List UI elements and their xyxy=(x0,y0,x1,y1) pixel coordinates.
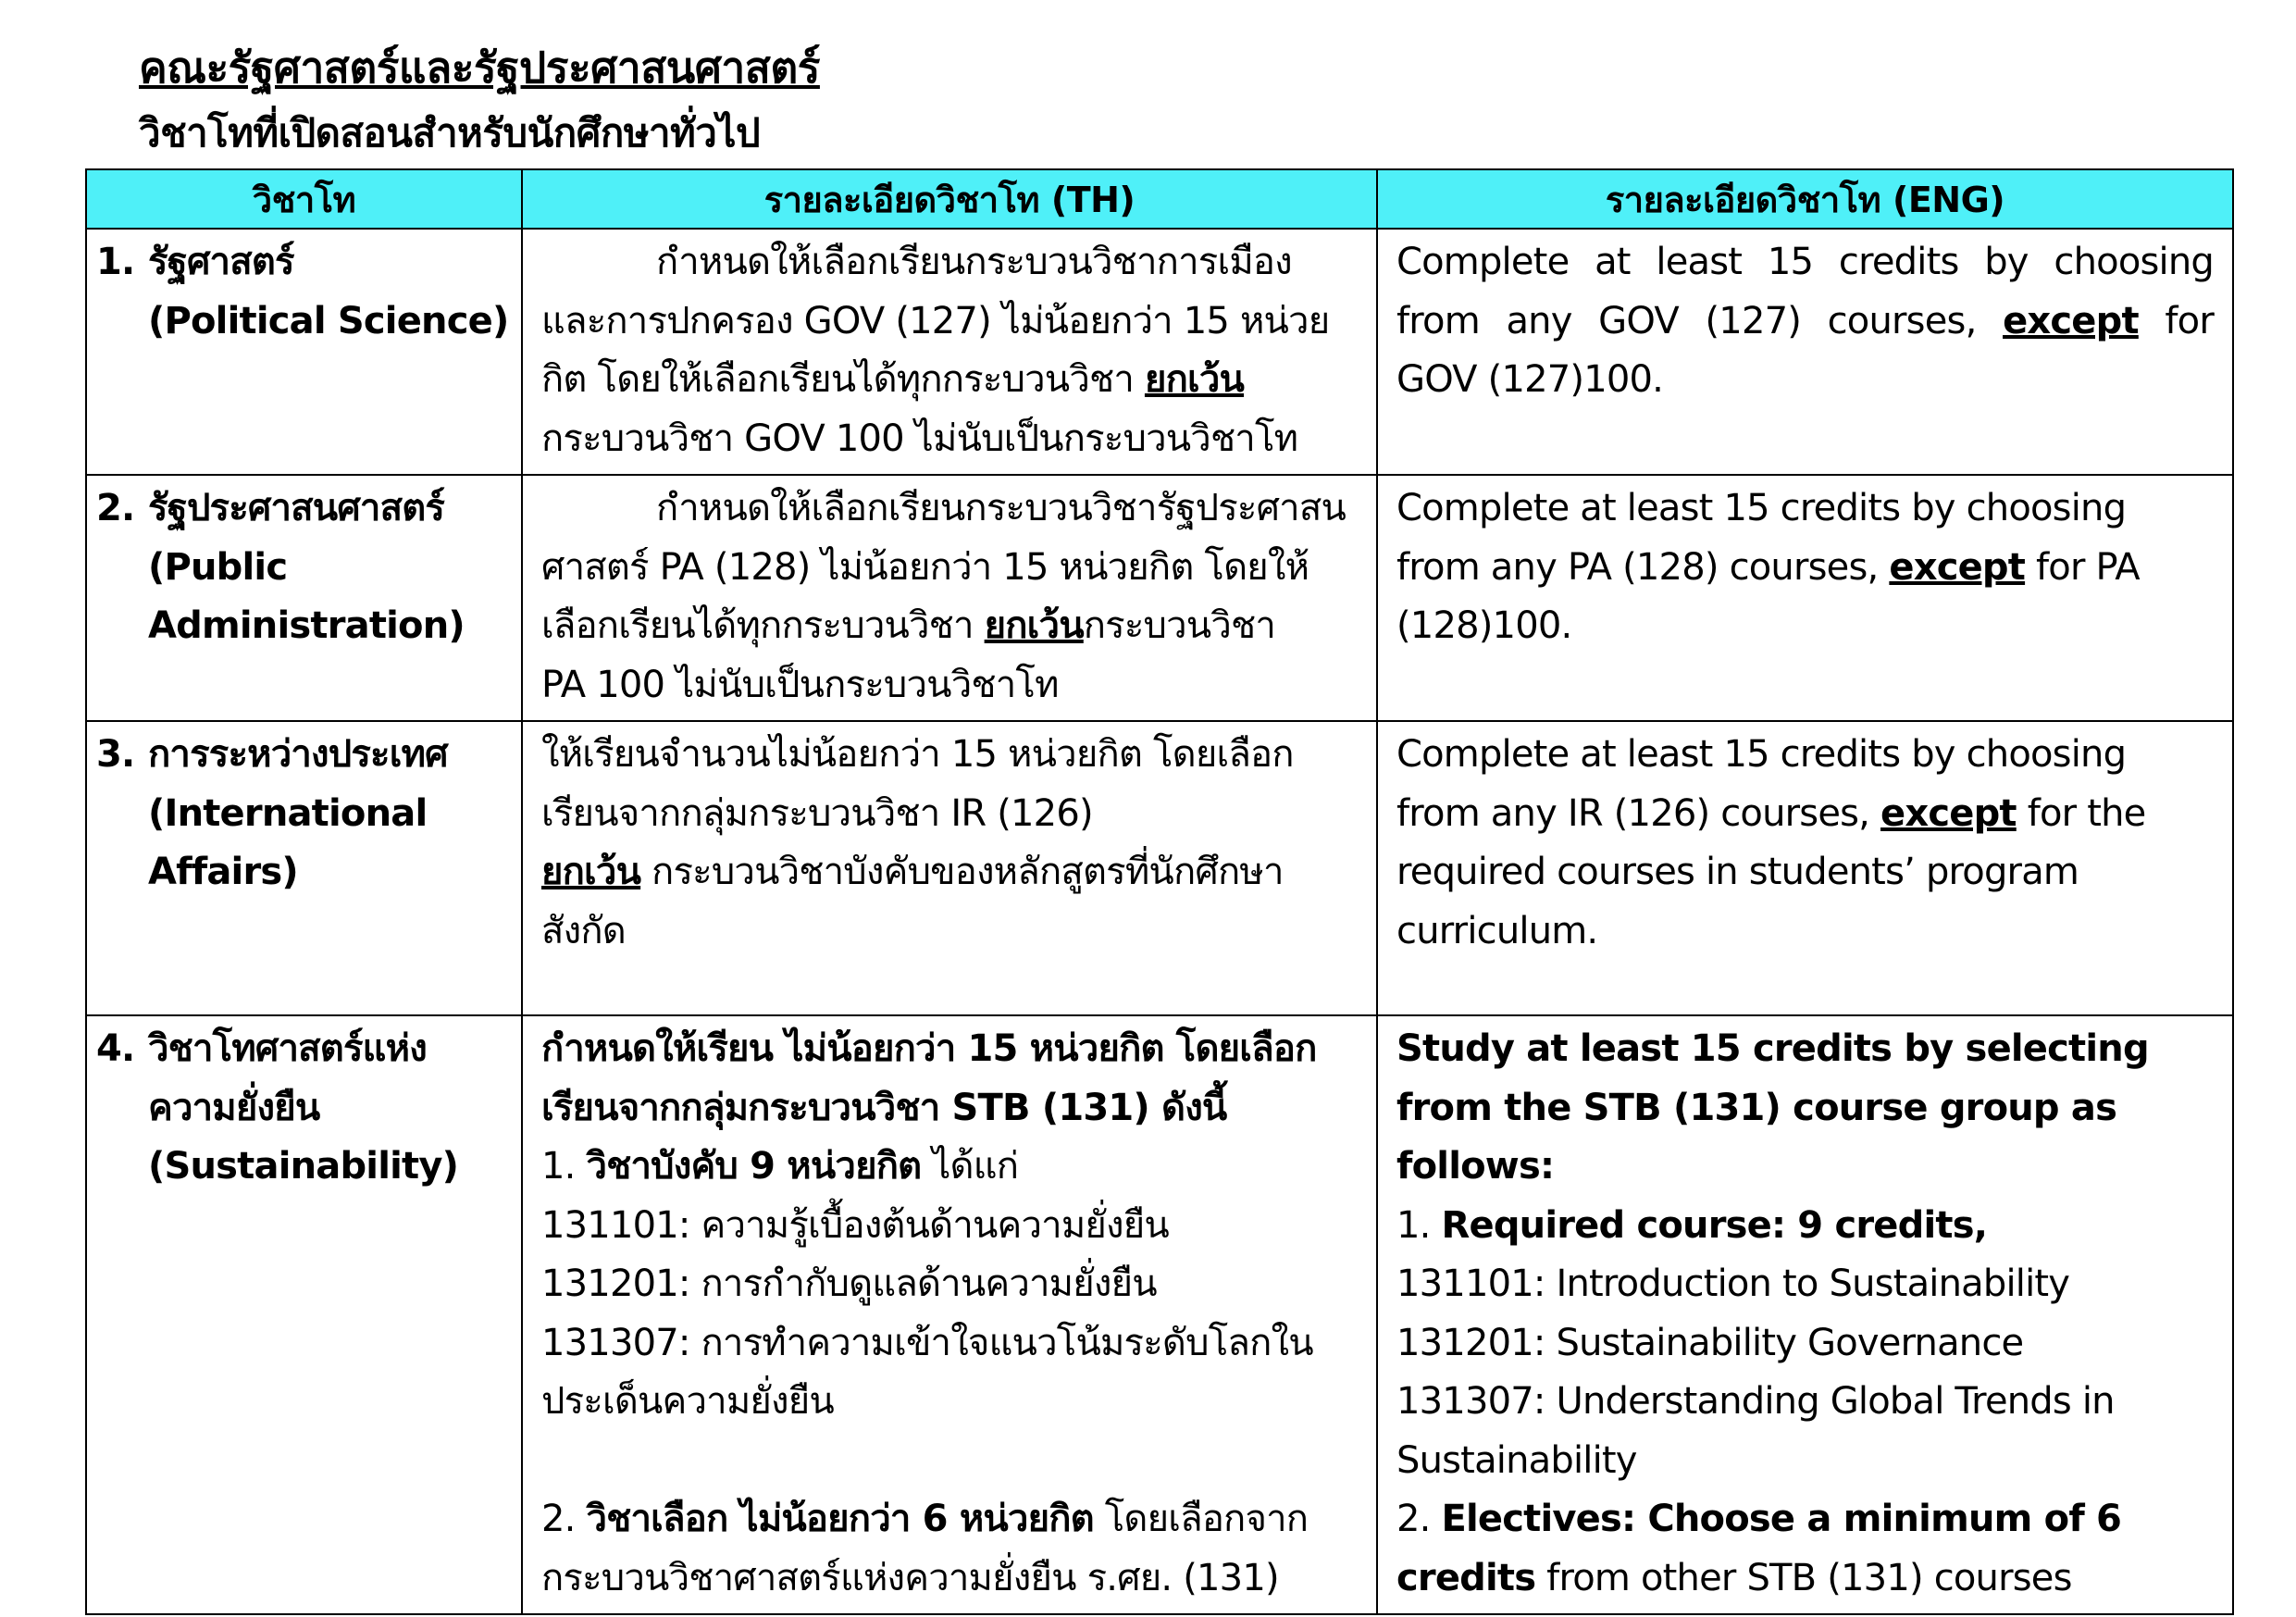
subject-name-th: รัฐประศาสนศาสตร์ xyxy=(148,487,445,529)
text-line: from any PA (128) courses, xyxy=(1396,545,1879,589)
text-line: สังกัด xyxy=(541,909,626,952)
text-line: 2. xyxy=(1396,1498,1442,1540)
detail-en-cell xyxy=(1377,721,2233,1015)
required-label: วิชาบังคับ 9 หน่วยกิต xyxy=(586,1145,922,1188)
text-line: curriculum. xyxy=(1396,909,1598,952)
text-line: (128)100. xyxy=(1396,604,1572,647)
header-detail-th: รายละเอียดวิชาโท (TH) xyxy=(522,169,1377,229)
subject-cell xyxy=(86,229,522,475)
text-line: credits xyxy=(1396,1556,1536,1599)
course-line: 131307: การทำความเข้าใจแนวโน้มระดับโลกใน xyxy=(541,1321,1313,1364)
subject-name-en: (Sustainability) xyxy=(148,1145,459,1188)
electives-label: วิชาเลือก ไม่น้อยกว่า 6 หน่วยกิต xyxy=(586,1498,1094,1540)
text-line: for xyxy=(2165,299,2214,342)
detail-th-cell xyxy=(522,475,1377,721)
table-row xyxy=(86,229,2233,475)
detail-th-cell xyxy=(522,1015,1377,1614)
subject-name-th: การระหว่างประเทศ xyxy=(148,733,448,776)
text-line: required courses in students’ program xyxy=(1396,851,2079,893)
faculty-title: คณะรัฐศาสตร์และรัฐประศาสนศาสตร์ xyxy=(139,43,820,93)
subject-name-en: Administration) xyxy=(148,604,465,647)
subject-name-th: ความยั่งยืน xyxy=(148,1086,320,1129)
row-number: 2. xyxy=(96,487,135,529)
except-emphasis: except xyxy=(1880,791,2017,835)
text-line: กำหนดให้เลือกเรียนกระบวนวิชาการเมือง xyxy=(656,241,1292,283)
text-line: for PA xyxy=(2036,545,2140,589)
text-line: PA 100 ไม่นับเป็นกระบวนวิชาโท xyxy=(541,663,1059,706)
except-emphasis: ยกเว้น xyxy=(984,604,1084,647)
text-line: ศาสตร์ PA (128) ไม่น้อยกว่า 15 หน่วยกิต โดยให้ xyxy=(541,545,1309,589)
subject-cell xyxy=(86,475,522,721)
detail-en-cell xyxy=(1377,229,2233,475)
table-row xyxy=(86,721,2233,1015)
header-row xyxy=(86,169,2233,229)
row-number: 4. xyxy=(96,1027,135,1070)
table-row xyxy=(86,1015,2233,1614)
subject-name-en: Affairs) xyxy=(148,851,298,893)
subject-name-en: (Political Science) xyxy=(148,299,509,342)
text-line: Study at least 15 credits by selecting xyxy=(1396,1027,2149,1070)
text-line: 1. xyxy=(541,1145,587,1188)
subject-name-en: (International xyxy=(148,791,428,835)
text-line: กระบวนวิชา GOV 100 ไม่นับเป็นกระบวนวิชาโท xyxy=(541,417,1298,460)
text-line: กระบวนวิชาศาสตร์แห่งความยั่งยืน ร.ศย. (131) xyxy=(541,1556,1279,1599)
detail-th-cell xyxy=(522,721,1377,1015)
course-line: 131201: Sustainability Governance xyxy=(1396,1321,2024,1364)
text-line: เรียนจากกลุ่มกระบวนวิชา STB (131) ดังนี้ xyxy=(541,1086,1227,1129)
detail-en-cell xyxy=(1377,1015,2233,1614)
text-line: from the STB (131) course group as xyxy=(1396,1086,2117,1129)
text-line: กระบวนวิชา xyxy=(1083,604,1276,647)
detail-th-cell xyxy=(522,229,1377,475)
text-line: from any GOV (127) courses, xyxy=(1396,299,1977,342)
text-line: โดยเลือกจาก xyxy=(1093,1498,1309,1540)
subject-cell xyxy=(86,1015,522,1614)
text-line: GOV (127)100. xyxy=(1396,358,1664,401)
text-line: Complete at least 15 credits by choosing xyxy=(1396,733,2127,776)
course-line: Sustainability xyxy=(1396,1438,1637,1482)
course-line: 131101: ความรู้เบื้องต้นด้านความยั่งยืน xyxy=(541,1203,1169,1247)
course-line: 131307: Understanding Global Trends in xyxy=(1396,1380,2115,1423)
minor-subtitle: วิชาโทที่เปิดสอนสำหรับนักศึกษาทั่วไป xyxy=(139,110,761,155)
required-label: Required course: 9 credits, xyxy=(1441,1203,1988,1247)
text-line: เรียนจากกลุ่มกระบวนวิชา IR (126) xyxy=(541,791,1093,835)
text-line: กำหนดให้เลือกเรียนกระบวนวิชารัฐประศาสน xyxy=(656,487,1347,529)
text-line: กระบวนวิชาบังคับของหลักสูตรที่นักศึกษา xyxy=(640,851,1284,893)
except-emphasis: except xyxy=(1889,545,2026,589)
course-line: ประเด็นความยั่งยืน xyxy=(541,1380,834,1423)
detail-en-cell xyxy=(1377,475,2233,721)
except-emphasis: except xyxy=(2003,299,2139,342)
except-emphasis: ยกเว้น xyxy=(541,851,641,893)
text-line: from any IR (126) courses, xyxy=(1396,791,1870,835)
minor-table xyxy=(85,168,2234,1615)
text-line: กำหนดให้เรียน ไม่น้อยกว่า 15 หน่วยกิต โดยเลือก xyxy=(541,1027,1317,1070)
course-line: 131201: การกำกับดูแลด้านความยั่งยืน xyxy=(541,1263,1157,1305)
subject-cell xyxy=(86,721,522,1015)
header-minor: วิชาโท xyxy=(86,169,522,229)
text-line: ให้เรียนจำนวนไม่น้อยกว่า 15 หน่วยกิต โดยเลือก xyxy=(541,733,1294,776)
subject-name-th: วิชาโทศาสตร์แห่ง xyxy=(148,1027,427,1070)
except-emphasis: ยกเว้น xyxy=(1144,358,1245,401)
text-line: ได้แก่ xyxy=(921,1145,1019,1188)
text-line: for the xyxy=(2027,791,2146,835)
text-line: from other STB (131) courses xyxy=(1535,1556,2072,1599)
text-line: เลือกเรียนได้ทุกกระบวนวิชา xyxy=(541,604,974,647)
text-line: 2. xyxy=(541,1498,587,1540)
text-line: 1. xyxy=(1396,1203,1442,1247)
text-line: follows: xyxy=(1396,1145,1555,1188)
row-number: 3. xyxy=(96,733,135,776)
subject-name-th: รัฐศาสตร์ xyxy=(148,241,294,283)
header-detail-en: รายละเอียดวิชาโท (ENG) xyxy=(1377,169,2233,229)
text-line: Complete at least 15 credits by choosing xyxy=(1396,241,2214,283)
electives-label: Electives: Choose a minimum of 6 xyxy=(1441,1498,2122,1540)
row-number: 1. xyxy=(96,241,135,283)
text-line: Complete at least 15 credits by choosing xyxy=(1396,487,2127,529)
subject-name-en: (Public xyxy=(148,545,288,589)
table-row xyxy=(86,475,2233,721)
text-line: และการปกครอง GOV (127) ไม่น้อยกว่า 15 หน่วย xyxy=(541,299,1330,342)
text-line: กิต โดยให้เลือกเรียนได้ทุกกระบวนวิชา xyxy=(541,358,1135,401)
course-line: 131101: Introduction to Sustainability xyxy=(1396,1263,2070,1305)
